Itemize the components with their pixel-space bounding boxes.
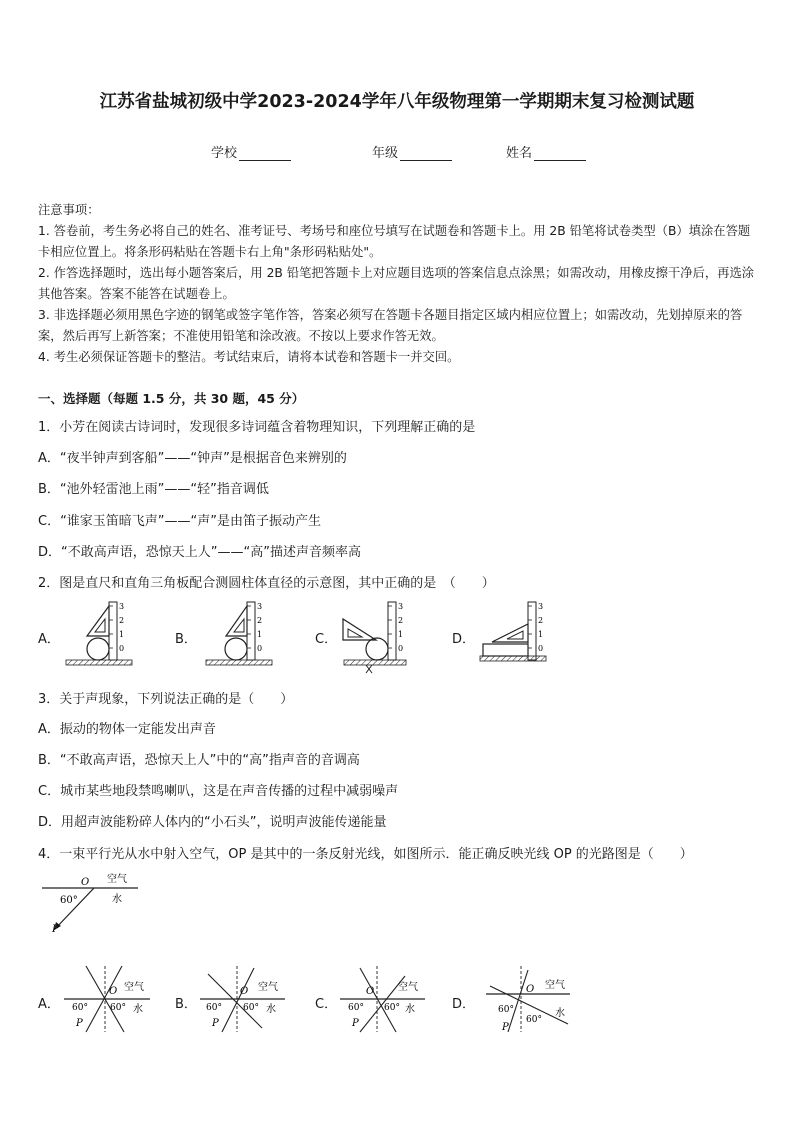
q2-c-tick-0: 0 <box>398 644 404 653</box>
school-field[interactable] <box>211 142 291 161</box>
q4-figure-d[interactable] <box>486 966 570 1033</box>
grade-blank[interactable] <box>400 147 452 161</box>
q2-b-tick-1: 1 <box>257 630 263 639</box>
notice-item-1: 1. 答卷前，考生务必将自己的姓名、准考证号、考场号和座位号填写在试题卷和答题卡上。用 2B 铅笔将试卷类型（B）填涂在答题卡相应位置上。将条形码粘贴在答题卡右上角"条形码粘贴处"。 <box>38 224 751 259</box>
q4-c-water: 水 <box>405 1004 415 1015</box>
q1-option-b[interactable]: B．“池外轻雷池上雨”——“轻”指音调低 <box>38 482 269 497</box>
q4-main-figure <box>30 868 160 940</box>
notice-item-2: 2. 作答选择题时，选出每小题答案后，用 2B 铅笔把答题卡上对应题目选项的答案信息点涂黑；如需改动，用橡皮擦干净后，再选涂其他答案。答案不能答在试题卷上。 <box>38 266 755 301</box>
q2-c-tick-3: 3 <box>398 602 404 611</box>
q2-figures <box>0 596 794 676</box>
q4-stem: 4．一束平行光从水中射入空气，OP 是其中的一条反射光线，如图所示．能正确反映光线 OP 的光路图是（ ） <box>38 847 693 862</box>
name-blank[interactable] <box>534 147 586 161</box>
q4-main-angle: 60° <box>60 895 78 906</box>
q1-option-a[interactable]: A．“夜半钟声到客船”——“钟声”是根据音色来辨别的 <box>38 451 347 466</box>
school-blank[interactable] <box>239 147 291 161</box>
q2-d-tick-2: 2 <box>538 616 544 625</box>
q4-figure-b[interactable] <box>200 966 285 1032</box>
name-field[interactable] <box>506 142 586 161</box>
q4-d-p: P <box>502 1022 509 1033</box>
q4-d-o: O <box>526 984 535 995</box>
q2-c-tick-1: 1 <box>398 630 404 639</box>
grade-field[interactable] <box>372 142 452 161</box>
notice-heading: 注意事项： <box>38 203 100 217</box>
q4-b-p: P <box>212 1018 219 1029</box>
q4-option-d-label[interactable]: D． <box>452 997 476 1012</box>
q2-d-tick-1: 1 <box>538 630 544 639</box>
q2-b-tick-2: 2 <box>257 616 263 625</box>
q4-d-water: 水 <box>555 1008 565 1019</box>
q3-option-c[interactable]: C．城市某些地段禁鸣喇叭，这是在声音传播的过程中减弱噪声 <box>38 784 399 799</box>
q4-d-angle-1: 60° <box>498 1005 514 1015</box>
q2-option-a-label[interactable]: A． <box>38 632 60 647</box>
q4-a-angle-1: 60° <box>72 1003 88 1013</box>
q2-a-tick-2: 2 <box>119 616 125 625</box>
q3-option-d[interactable]: D．用超声波能粉碎人体内的“小石头”，说明声波能传递能量 <box>38 815 387 830</box>
q4-b-o: O <box>240 986 249 997</box>
q3-option-b[interactable]: B．“不敢高声语，恐惊天上人”中的“高”指声音的音调高 <box>38 753 360 768</box>
q1-option-d[interactable]: D．“不敢高声语，恐惊天上人”——“高”描述声音频率高 <box>38 545 361 560</box>
q3-option-a[interactable]: A．振动的物体一定能发出声音 <box>38 722 216 737</box>
q2-option-c-label[interactable]: C． <box>315 632 338 647</box>
q4-option-b-label[interactable]: B． <box>175 997 197 1012</box>
q4-option-c-label[interactable]: C． <box>315 997 338 1012</box>
q4-option-figures <box>0 960 794 1040</box>
section-heading: 一、选择题（每题 1.5 分，共 30 题，45 分） <box>38 391 305 406</box>
q2-a-tick-1: 1 <box>119 630 125 639</box>
q2-b-tick-0: 0 <box>257 644 263 653</box>
q4-a-air: 空气 <box>124 982 144 993</box>
q4-d-angle-2: 60° <box>526 1015 542 1025</box>
q1-stem: 1．小芳在阅读古诗词时，发现很多诗词蕴含着物理知识，下列理解正确的是 <box>38 420 476 435</box>
q4-b-water: 水 <box>266 1004 276 1015</box>
q4-main-water: 水 <box>112 894 122 905</box>
q2-figure-a[interactable] <box>66 602 132 665</box>
q4-d-air: 空气 <box>545 980 565 991</box>
q4-a-angle-2: 60° <box>110 1003 126 1013</box>
q4-c-air: 空气 <box>398 982 418 993</box>
q2-a-tick-0: 0 <box>119 644 125 653</box>
q4-a-o: O <box>109 986 118 997</box>
q4-b-air: 空气 <box>258 982 278 993</box>
q4-option-a-label[interactable]: A． <box>38 997 60 1012</box>
page-title: 江苏省盐城初级中学2023-2024学年八年级物理第一学期期末复习检测试题 <box>99 92 695 112</box>
q2-a-tick-3: 3 <box>119 602 125 611</box>
notice-item-4: 4. 考生必须保证答题卡的整洁。考试结束后，请将本试卷和答题卡一并交回。 <box>38 350 460 364</box>
q4-figure-c[interactable] <box>340 966 425 1032</box>
q3-stem: 3．关于声现象，下列说法正确的是（ ） <box>38 692 294 707</box>
q2-b-tick-3: 3 <box>257 602 263 611</box>
grade-label: 年级 <box>372 146 399 161</box>
q4-c-o: O <box>366 986 375 997</box>
q2-figure-d[interactable] <box>480 602 546 661</box>
q4-a-water: 水 <box>133 1004 143 1015</box>
q2-option-d-label[interactable]: D． <box>452 632 476 647</box>
q4-b-angle-1: 60° <box>206 1003 222 1013</box>
name-label: 姓名 <box>506 146 533 161</box>
q4-figure-a[interactable] <box>64 966 150 1032</box>
q2-d-tick-3: 3 <box>538 602 544 611</box>
q1-option-c[interactable]: C．“谁家玉笛暗飞声”——“声”是由笛子振动产生 <box>38 514 322 529</box>
school-label: 学校 <box>211 146 238 161</box>
q2-d-tick-0: 0 <box>538 644 544 653</box>
notice-item-3: 3. 非选择题必须用黑色字迹的钢笔或签字笔作答，答案必须写在答题卡各题目指定区域内相应位置上；如需改动，先划掉原来的答案，然后再写上新答案；不准使用铅笔和涂改液。不按以上要求作答无效。 <box>38 308 743 343</box>
q4-b-angle-2: 60° <box>243 1003 259 1013</box>
q2-figure-c[interactable] <box>343 602 406 673</box>
q2-stem: 2．图是直尺和直角三角板配合测圆柱体直径的示意图，其中正确的是 （ ） <box>38 576 495 591</box>
q4-main-air: 空气 <box>107 874 127 885</box>
q4-c-p: P <box>352 1018 359 1029</box>
q2-option-b-label[interactable]: B． <box>175 632 197 647</box>
q4-a-p: P <box>76 1018 83 1029</box>
q2-c-tick-2: 2 <box>398 616 404 625</box>
q4-main-o: O <box>81 877 90 888</box>
q2-figure-b[interactable] <box>206 602 272 665</box>
q4-c-angle-1: 60° <box>348 1003 364 1013</box>
q4-c-angle-2: 60° <box>384 1003 400 1013</box>
q4-main-p: P <box>52 924 59 935</box>
